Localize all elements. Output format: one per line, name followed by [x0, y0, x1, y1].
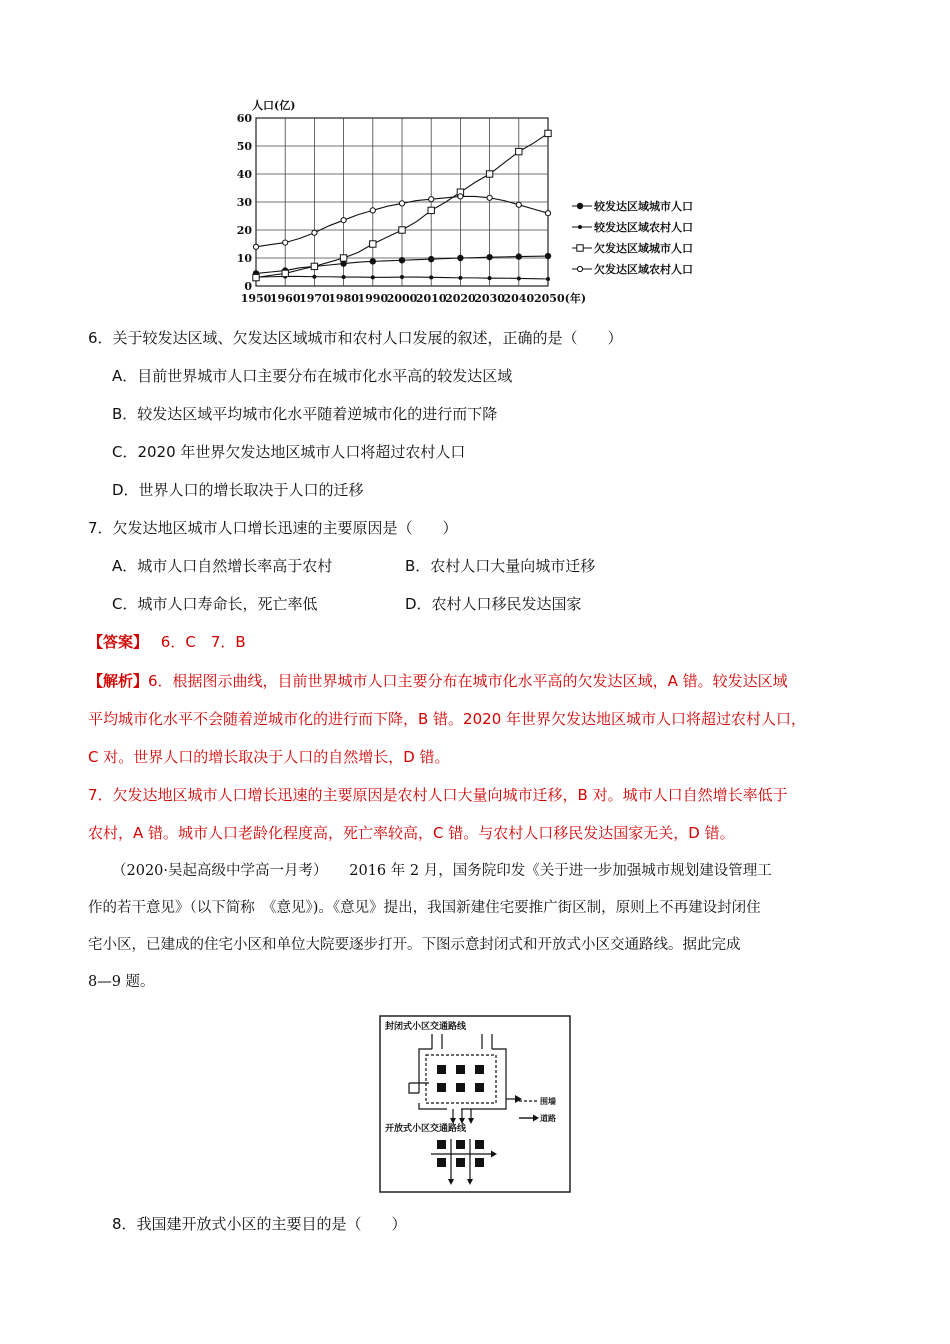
data-point — [488, 276, 492, 280]
legend-wall-label: 围墙 — [540, 1096, 556, 1106]
data-point — [516, 148, 522, 154]
x-tick-label: 2040 — [503, 292, 535, 305]
data-point — [253, 244, 258, 249]
y-tick-label: 40 — [236, 168, 252, 181]
data-point — [282, 270, 288, 276]
data-point — [429, 197, 434, 202]
passage-line-1: （2020·吴起高级中学高一月考） 2016 年 2 月，国务院印发《关于进一步加强城市规划建设管理工 — [112, 863, 772, 879]
data-point — [545, 253, 551, 259]
data-point — [429, 275, 433, 279]
x-tick-label: 1960 — [269, 292, 301, 305]
passage-line-3: 宅小区，已建成的住宅小区和单位大院要逐步打开。下图示意封闭式和开放式小区交通路线。据此完成 — [88, 937, 741, 953]
legend-road-label: 道路 — [540, 1113, 556, 1123]
q7-option-a: A．城市人口自然增长率高于农村 — [112, 557, 333, 575]
data-point — [340, 255, 346, 261]
answer-text: 6．C 7．B — [160, 633, 246, 651]
chart-legend — [572, 199, 693, 276]
analysis-line-2: 平均城市化水平不会随着逆城市化的进行而下降，B 错。2020 年世界欠发达地区城市人口将超过农村人口， — [88, 710, 807, 728]
data-point — [458, 194, 463, 199]
data-point — [486, 171, 492, 177]
data-point — [399, 257, 405, 263]
data-point — [516, 253, 522, 259]
q7-option-d: D．农村人口移民发达国家 — [405, 595, 582, 613]
legend-label: 欠发达区域城市人口 — [594, 242, 693, 255]
passage-line-2: 作的若干意见》（以下简称 《意见》)。《意见》提出，我国新建住宅要推广街区制，原则上不再建设封闭住 — [88, 900, 761, 916]
answer-label: 【答案】 — [88, 633, 149, 651]
data-point — [516, 202, 521, 207]
data-point — [399, 201, 404, 206]
q6-option-a: A．目前世界城市人口主要分布在城市化水平高的较发达区域 — [112, 367, 513, 385]
q6-option-d: D．世界人口的增长取决于人口的迁移 — [112, 481, 364, 499]
legend-marker — [578, 225, 582, 229]
legend-label: 欠发达区域农村人口 — [594, 263, 693, 276]
legend-label: 较发达区域农村人口 — [594, 221, 693, 234]
data-point — [399, 227, 405, 233]
q6-option-c: C．2020 年世界欠发达地区城市人口将超过农村人口 — [112, 443, 466, 461]
data-point — [311, 263, 317, 269]
data-point — [428, 207, 434, 213]
data-point — [517, 276, 521, 280]
analysis-line-1 — [88, 670, 788, 692]
q8-stem: 8．我国建开放式小区的主要目的是（ ） — [112, 1215, 407, 1233]
y-tick-label: 60 — [236, 112, 252, 125]
analysis-text-1: 6．根据图示曲线，目前世界城市人口主要分布在城市化水平高的欠发达区域，A 错。较发达区域 — [148, 672, 788, 690]
data-point — [341, 218, 346, 223]
data-point — [486, 254, 492, 260]
legend-marker — [577, 266, 582, 271]
data-point — [545, 211, 550, 216]
y-tick-label: 20 — [236, 224, 252, 237]
x-tick-label: 1950 — [240, 292, 272, 305]
chart-y-label: 人口(亿) — [252, 99, 296, 112]
x-tick-label: 2020 — [445, 292, 476, 305]
legend-label: 较发达区域城市人口 — [594, 200, 693, 213]
x-tick-label: 1980 — [328, 292, 359, 305]
data-point — [283, 240, 288, 245]
data-point — [342, 275, 346, 279]
q7-option-b: B．农村人口大量向城市迁移 — [405, 557, 596, 575]
data-point — [546, 277, 550, 281]
data-point — [487, 195, 492, 200]
analysis-label: 【解析】 — [88, 672, 149, 690]
analysis-line-4: 7．欠发达地区城市人口增长迅速的主要原因是农村人口大量向城市迁移，B 对。城市人口自然增长率低于 — [88, 786, 788, 804]
population-line-chart — [230, 92, 730, 314]
answer-line — [88, 631, 246, 653]
x-tick-label: 2030 — [474, 292, 505, 305]
data-point — [370, 258, 376, 264]
data-point — [400, 275, 404, 279]
legend-marker — [577, 203, 583, 209]
community-traffic-diagram — [379, 1015, 571, 1193]
legend-marker — [577, 245, 583, 251]
data-point — [371, 275, 375, 279]
x-tick-label: 2010 — [415, 292, 447, 305]
q7-stem: 7．欠发达地区城市人口增长迅速的主要原因是（ ） — [88, 519, 458, 537]
data-point — [457, 255, 463, 261]
y-tick-label: 30 — [236, 196, 252, 209]
data-point — [312, 230, 317, 235]
data-point — [370, 241, 376, 247]
q6-stem: 6．关于较发达区域、欠发达区域城市和农村人口发展的叙述，正确的是（ ） — [88, 329, 623, 347]
data-point — [428, 256, 434, 262]
y-tick-label: 0 — [244, 280, 252, 293]
closed-community-title: 封闭式小区交通路线 — [385, 1022, 467, 1032]
q6-option-b: B．较发达区域平均城市化水平随着逆城市化的进行而下降 — [112, 405, 498, 423]
y-tick-label: 10 — [236, 252, 252, 265]
analysis-line-3: C 对。世界人口的增长取决于人口的自然增长，D 错。 — [88, 748, 450, 766]
data-point — [545, 130, 551, 136]
data-point — [458, 276, 462, 280]
data-point — [370, 208, 375, 213]
x-tick-label: 1990 — [357, 292, 389, 305]
y-tick-label: 50 — [236, 140, 252, 153]
open-community-title: 开放式小区交通路线 — [385, 1124, 467, 1134]
q7-option-c: C．城市人口寿命长，死亡率低 — [112, 595, 318, 613]
passage-line-4: 8—9 题。 — [88, 974, 155, 990]
x-tick-label: 1970 — [299, 292, 330, 305]
analysis-line-5: 农村，A 错。城市人口老龄化程度高，死亡率较高，C 错。与农村人口移民发达国家无关，D 错。 — [88, 824, 735, 842]
x-tick-label: 2050(年) — [534, 292, 587, 305]
data-point — [253, 274, 259, 280]
x-tick-label: 2000 — [386, 292, 418, 305]
data-point — [312, 275, 316, 279]
